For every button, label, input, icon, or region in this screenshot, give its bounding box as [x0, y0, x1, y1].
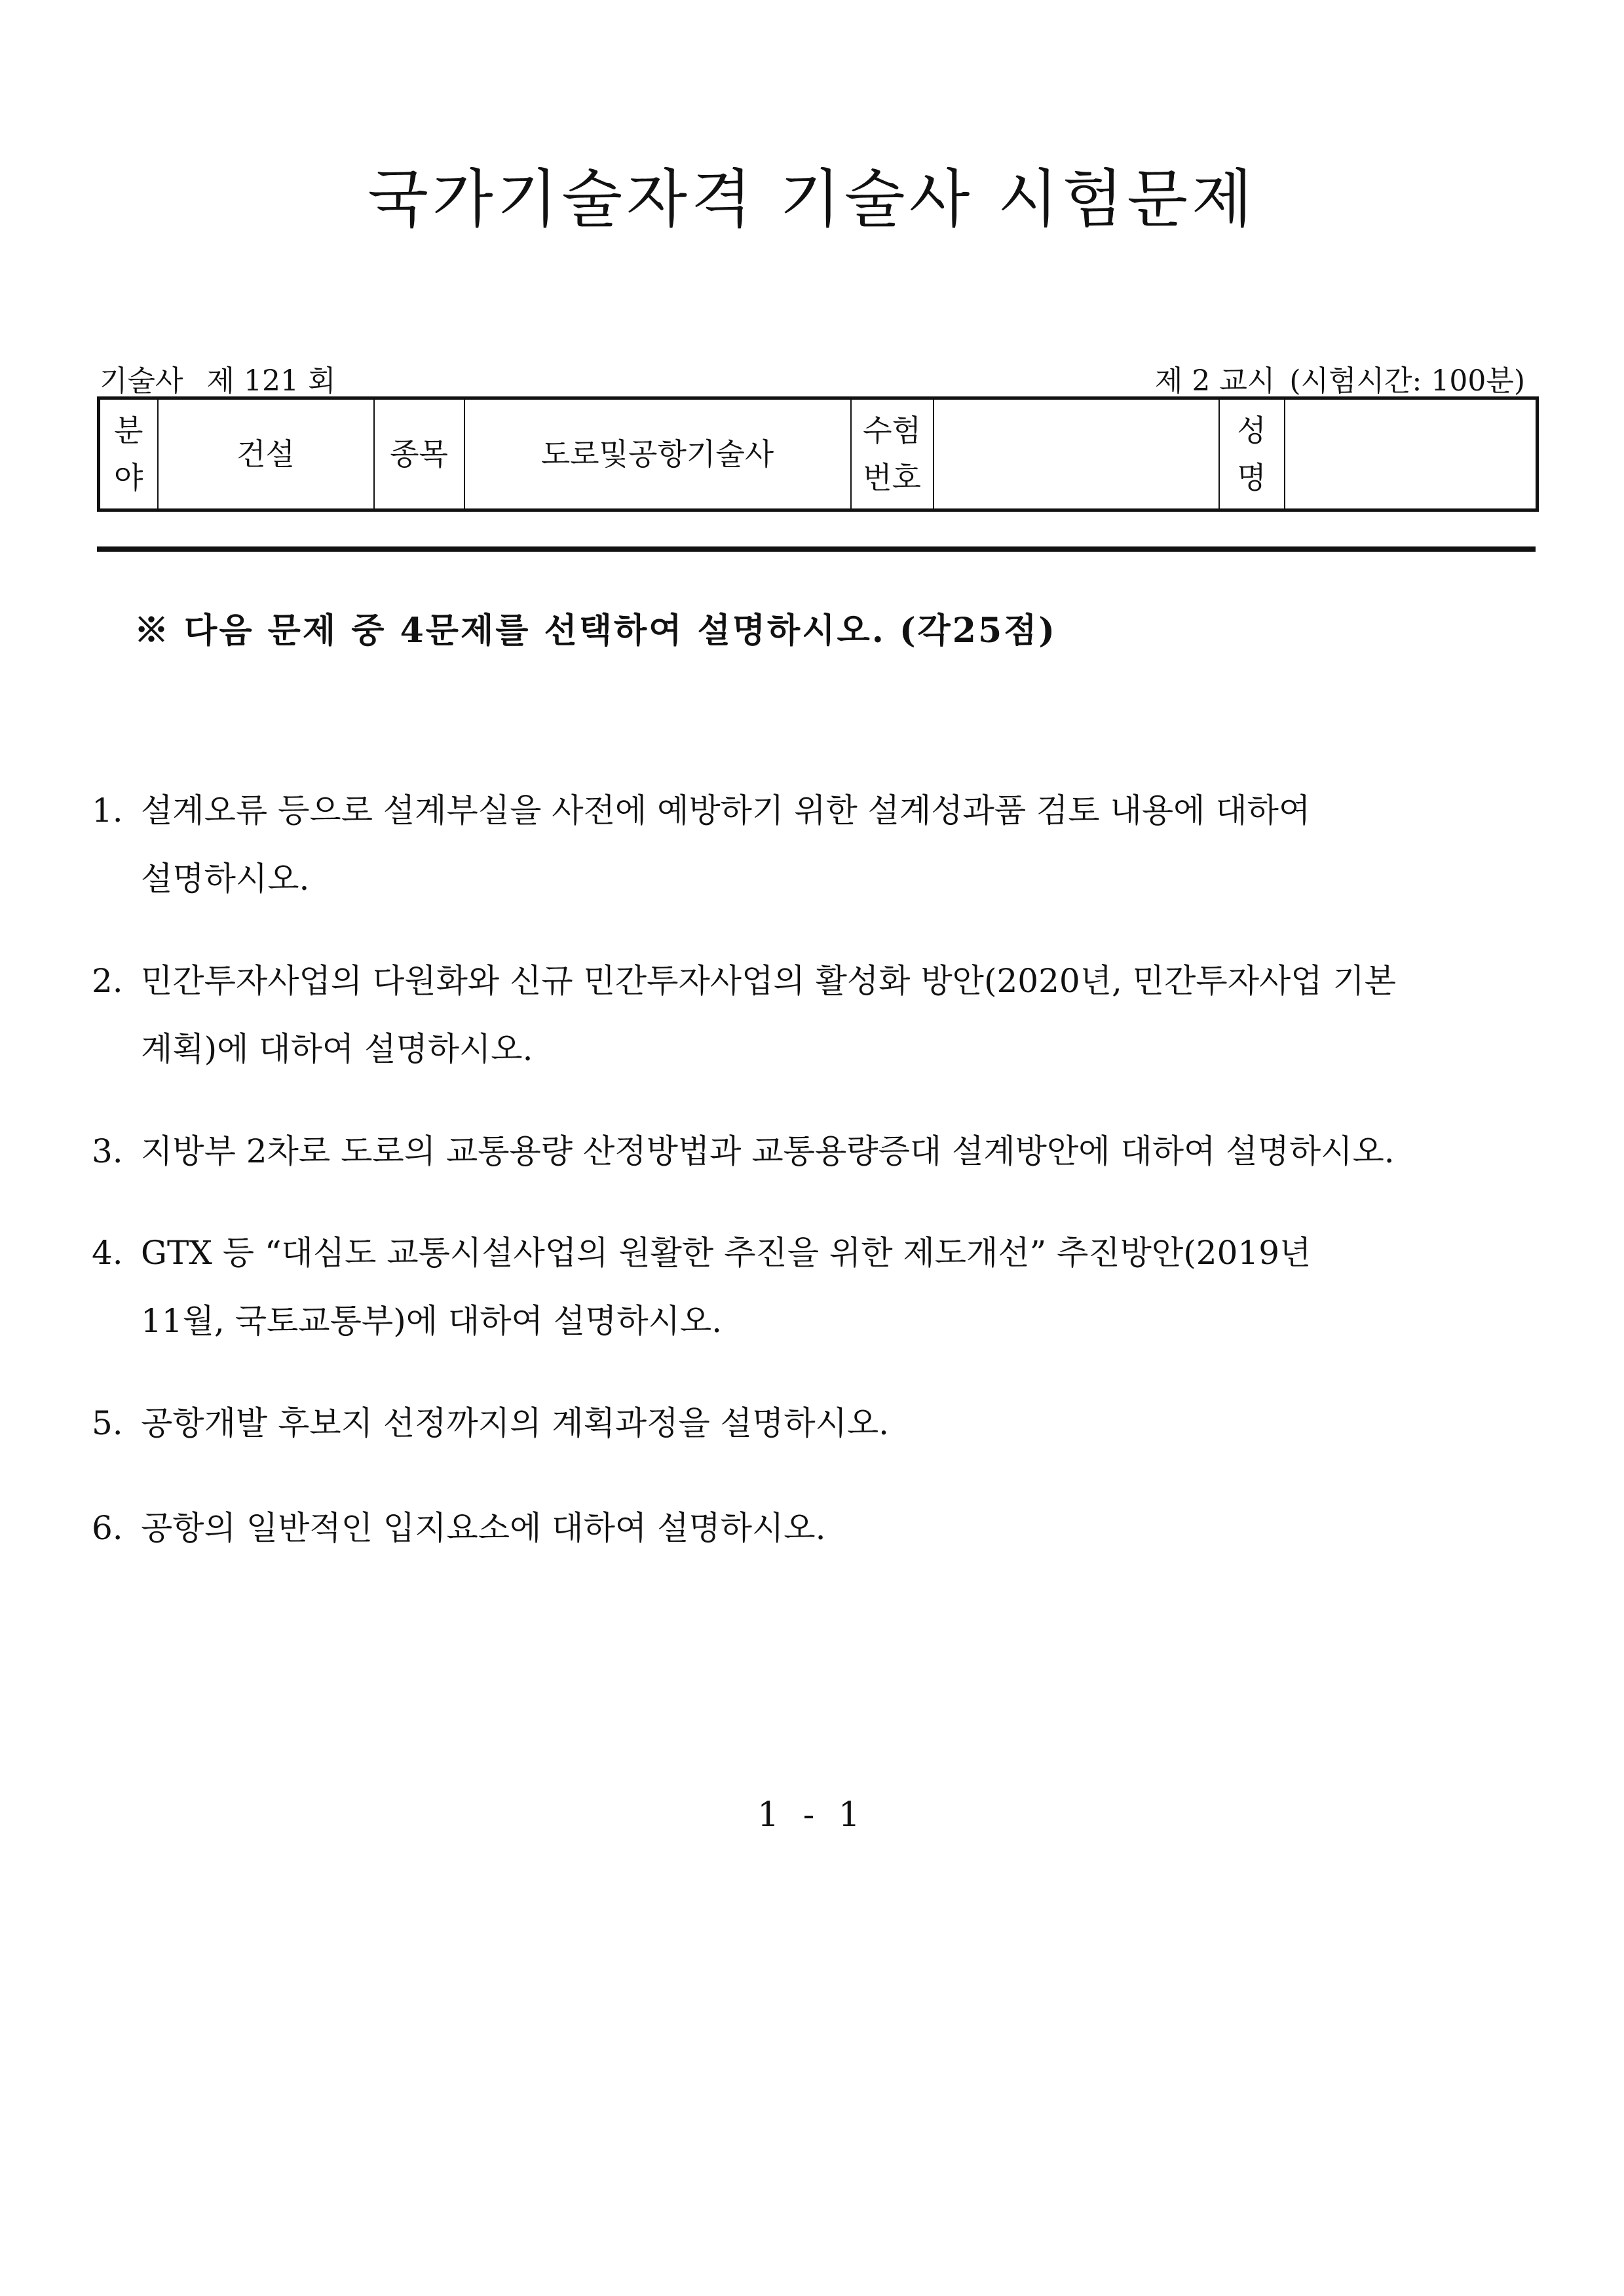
question-1: 1. 설계오류 등으로 설계부실을 사전에 예방하기 위한 설계성과품 검토 내용에 대하여 설명하시오. [92, 792, 1311, 898]
question-5: 5. 공항개발 후보지 선정까지의 계획과정을 설명하시오. [92, 1404, 890, 1442]
name-label: 성 명 [1219, 398, 1285, 510]
exam-meta-row [100, 357, 1525, 398]
page-number: 1 - 1 [757, 1795, 867, 1835]
instruction-text: ※ 다음 문제 중 4문제를 선택하여 설명하시오. (각25점) [134, 611, 1057, 651]
page-title: 국가기술자격 기술사 시험문제 [368, 163, 1256, 236]
exam-number-field[interactable] [934, 398, 1219, 510]
exam-round [100, 357, 359, 399]
exam-round-number: 제 121 회 [206, 364, 336, 398]
question-4: 4. GTX 등 “대심도 교통시설사업의 원활한 추진을 위한 제도개선” 추진방안(2019년 11월, 국토교통부)에 대하여 설명하시오. [92, 1234, 1312, 1340]
divider-rule [97, 546, 1536, 552]
field-label: 분 야 [99, 398, 158, 510]
exam-session [1141, 357, 1525, 399]
exam-info-table [97, 396, 1539, 512]
exam-number-label: 수험 번호 [851, 398, 934, 510]
item-label: 종목 [374, 398, 464, 510]
name-field[interactable] [1285, 398, 1538, 510]
session-number: 제 2 교시 [1154, 364, 1275, 398]
exam-duration: (시험시간: 100분) [1289, 364, 1525, 398]
question-6: 6. 공항의 일반적인 입지요소에 대하여 설명하시오. [92, 1509, 826, 1547]
question-2: 2. 민간투자사업의 다원화와 신규 민간투자사업의 활성화 방안(2020년, 민간투자사업 기본 계획)에 대하여 설명하시오. [92, 962, 1397, 1068]
question-3: 3. 지방부 2차로 도로의 교통용량 산정방법과 교통용량증대 설계방안에 대하여 설명하시오. [92, 1132, 1395, 1170]
exam-type: 기술사 [100, 364, 183, 398]
field-value: 건설 [158, 398, 374, 510]
item-value: 도로및공항기술사 [464, 398, 851, 510]
